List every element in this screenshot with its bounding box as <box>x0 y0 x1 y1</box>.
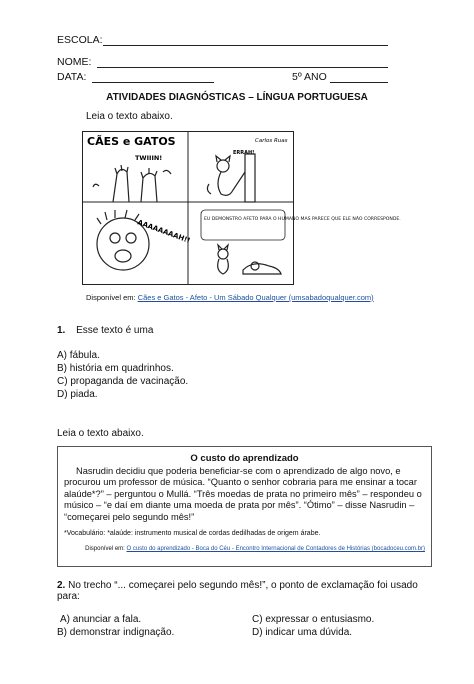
page-title: ATIVIDADES DIAGNÓSTICAS – LÍNGUA PORTUGUESA <box>106 92 368 103</box>
grade-label: 5º ANO <box>292 71 327 83</box>
story-body <box>64 466 425 523</box>
story-box <box>57 446 432 567</box>
story-source <box>64 546 425 552</box>
intro-text-2: Leia o texto abaixo. <box>57 428 144 439</box>
name-field[interactable] <box>97 67 388 68</box>
story-title: O custo do aprendizado <box>190 453 299 464</box>
q1-option-a[interactable]: A) fábula. <box>57 350 100 361</box>
q2-option-a[interactable]: A) anunciar a fala. <box>60 614 142 625</box>
date-label: DATA: <box>57 71 87 83</box>
q1-option-c[interactable]: C) propaganda de vacinação. <box>57 376 189 387</box>
date-field[interactable] <box>92 82 214 83</box>
story-line: “começarei pelo segundo mês!” <box>64 511 195 522</box>
school-label: ESCOLA: <box>57 34 103 46</box>
story-source-link[interactable]: O custo do aprendizado - Boca do Céu - Encontro Internacional de Contadores de Histórias (bocadoceu.com.br) <box>126 546 425 553</box>
name-label: NOME: <box>57 56 92 68</box>
comic-author: Carlos Ruas <box>255 138 288 144</box>
comic-sound-3: AAAAAAAAH!! <box>136 218 192 245</box>
svg-text:EU DEMONSTRO AFETO PARA O HUMA <box>204 215 401 222</box>
comic-caption <box>86 293 374 302</box>
grade-field[interactable] <box>330 82 388 83</box>
story-line: músico – “e daí em diante uma moeda de prata por mês”. “Ótimo” – disse Nasrudin – <box>64 500 415 511</box>
caption-link[interactable]: Cães e Gatos - Afeto - Um Sábado Qualquer (umsabadoqualquer.com) <box>137 293 374 302</box>
story-vocabulary: *Vocabulário: *alaúde: instrumento musical de cordas dedilhadas de origem árabe. <box>64 530 321 538</box>
question-1-number: 1. <box>57 325 66 336</box>
claws-drawing <box>93 165 171 202</box>
question-2-options-right <box>252 613 374 639</box>
question-2-number: 2. <box>57 580 66 591</box>
story-source-prefix: Disponível em: <box>85 546 125 553</box>
question-2-text-cont: para: <box>57 591 80 602</box>
question-2-options-left <box>57 613 174 639</box>
speech-text: EU DEMONSTRO AFETO PARA O HUMANO MAS PARECE QUE ELE NÃO CORRESPONDE. <box>204 217 401 222</box>
q1-option-b[interactable]: B) história em quadrinhos. <box>57 363 174 374</box>
q2-option-d[interactable]: D) indicar uma dúvida. <box>252 627 353 638</box>
question-1 <box>57 325 153 336</box>
question-1-options <box>57 349 188 401</box>
q1-option-d[interactable]: D) piada. <box>57 389 98 400</box>
intro-text-1: Leia o texto abaixo. <box>86 111 173 122</box>
comic-title: CÃES e GATOS <box>87 135 176 148</box>
q2-option-b[interactable]: B) demonstrar indignação. <box>57 627 175 638</box>
comic-strip <box>82 131 401 285</box>
school-field[interactable] <box>103 45 388 46</box>
q2-option-c[interactable]: C) expressar o entusiasmo. <box>252 614 375 625</box>
question-2 <box>57 580 437 602</box>
question-1-text: Esse texto é uma <box>76 325 154 336</box>
caption-prefix: Disponível em: <box>86 293 136 302</box>
cat-on-post-drawing <box>207 154 255 202</box>
story-line: procurou um professor de música. “Quanto o senhor cobraria para me ensinar a tocar <box>64 477 417 488</box>
cat-and-dog-drawing <box>218 245 281 274</box>
comic-sound-1: TWIIIN! <box>135 154 163 162</box>
comic-sound-2: ERRAH! <box>233 150 255 156</box>
speech-bubble <box>201 210 401 240</box>
story-line: alaúde*?” – perguntou o Mullá. “Três moedas de prata no primeiro mês” – respondeu o <box>64 488 422 499</box>
story-line: Nasrudin decidiu que poderia beneficiar-se com o aprendizado de algo novo, e <box>76 466 401 476</box>
comic-illustration <box>83 132 401 284</box>
question-2-text: No trecho “... começarei pelo segundo mês!”, o ponto de exclamação foi usado <box>68 580 418 591</box>
